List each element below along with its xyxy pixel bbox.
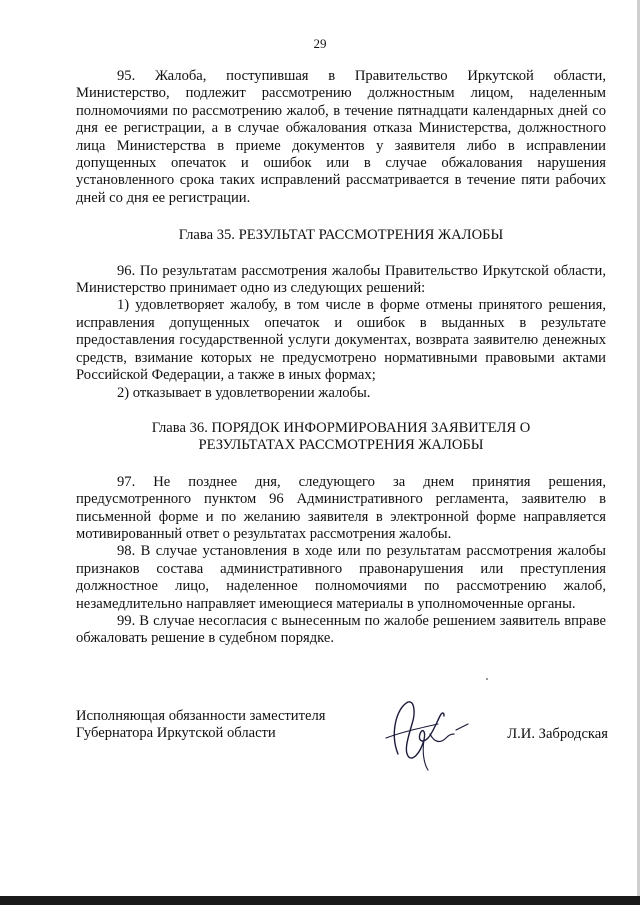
scan-speck xyxy=(486,678,488,680)
signatory-position-line2: Губернатора Иркутской области xyxy=(76,725,276,742)
paragraph-98: 98. В случае установления в ходе или по результатам рассмотрения жалобы признаков состава административного правонарушения или преступления должностное лицо, наделенное полномочиями по рассмотрению жалоб, незамедлительно направляет имеющиеся материалы в уполномоченные органы. xyxy=(76,543,606,612)
chapter-36-heading-line2: РЕЗУЛЬТАТАХ РАССМОТРЕНИЯ ЖАЛОБЫ xyxy=(198,437,484,454)
paragraph-96-item-1: 1) удовлетворяет жалобу, в том числе в форме отмены принятого решения, исправления допущенных опечаток и ошибок в выданных в результате предоставления государственной услуги документах, возврата заявителю денежных средств, взимание которых не предусмотрено нормативными правовыми актами Российской Федерации, а также в иных формах; xyxy=(76,297,606,384)
chapter-35-heading: Глава 35. РЕЗУЛЬТАТ РАССМОТРЕНИЯ ЖАЛОБЫ xyxy=(178,227,504,244)
paragraph-95: 95. Жалоба, поступившая в Правительство Иркутской области, Министерство, подлежит рассмотрению должностным лицом, наделенным полномочиями по рассмотрению жалоб, в течение пятнадцати календарных дней со дня ее регистрации, а в случае обжалования отказа Министерства, должностного лица Министерства в приеме документов у заявителя либо в исправлении допущенных опечаток и ошибок или в случае обжалования нарушения установленного срока таких исправлений рассматривается в течение пяти рабочих дней со дня ее регистрации. xyxy=(76,68,606,206)
paragraph-97: 97. Не позднее дня, следующего за днем принятия решения, предусмотренного пунктом 96 Административного регламента, заявителю в письменной форме и по желанию заявителя в электронной форме направляется мотивированный ответ о результатах рассмотрения жалобы. xyxy=(76,473,606,542)
paragraph-99: 99. В случае несогласия с вынесенным по жалобе решением заявитель вправе обжаловать решение в судебном порядке. xyxy=(76,612,606,647)
paragraph-96: 96. По результатам рассмотрения жалобы Правительство Иркутской области, Министерство принимает одно из следующих решений: xyxy=(76,262,606,297)
paragraph-96-item-2: 2) отказывает в удовлетворении жалобы. xyxy=(117,384,371,401)
signature-block xyxy=(76,708,610,768)
chapter-36-heading xyxy=(76,420,606,455)
handwritten-signature xyxy=(368,694,488,774)
signatory-position-line1: Исполняющая обязанности заместителя xyxy=(76,708,326,724)
signatory-position xyxy=(76,708,325,743)
page-number: 29 xyxy=(313,36,327,51)
chapter-36-heading-line1: Глава 36. ПОРЯДОК ИНФОРМИРОВАНИЯ ЗАЯВИТЕЛЯ О xyxy=(151,419,531,436)
document-body xyxy=(76,68,606,648)
signatory-name: Л.И. Забродская xyxy=(507,726,608,742)
scan-bottom-border xyxy=(0,896,640,905)
